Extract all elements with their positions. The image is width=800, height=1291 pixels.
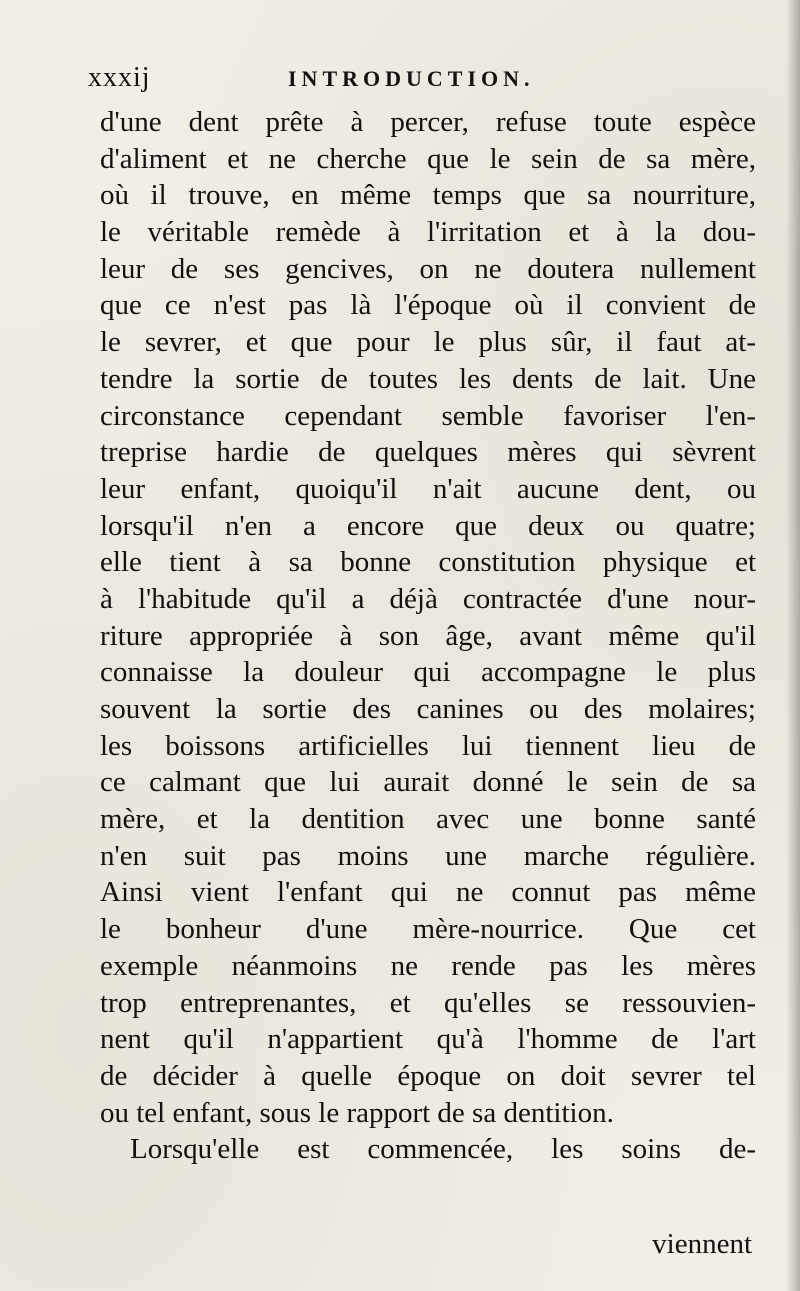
text-line: le sevrer, et que pour le plus sûr, il faut at- <box>100 326 756 359</box>
page-number: xxxij <box>88 62 151 93</box>
text-line: le bonheur d'une mère-nourrice. Que cet <box>100 913 756 946</box>
text-line: souvent la sortie des canines ou des molaires; <box>100 693 756 725</box>
text-line: Ainsi vient l'enfant qui ne connut pas même <box>100 876 756 909</box>
text-line: d'aliment et ne cherche que le sein de sa mère, <box>100 142 756 175</box>
paragraph-end-line: ou tel enfant, sous le rapport de sa dentition. <box>100 1096 614 1129</box>
running-head: INTRODUCTION. <box>288 66 535 91</box>
catchword: viennent <box>652 1228 752 1260</box>
text-line: mère, et la dentition avec une bonne santé <box>100 803 756 836</box>
text-line: leur enfant, quoiqu'il n'ait aucune dent, ou <box>100 472 756 505</box>
text-line: nent qu'il n'appartient qu'à l'homme de l'art <box>100 1023 756 1056</box>
text-line: circonstance cependant semble favoriser l'en- <box>100 399 756 432</box>
text-line: trop entreprenantes, et qu'elles se ressouvien- <box>100 986 756 1019</box>
text-line: treprise hardie de quelques mères qui sèvrent <box>100 436 756 469</box>
text-line: connaisse la douleur qui accompagne le plus <box>100 656 756 689</box>
text-line: à l'habitude qu'il a déjà contractée d'une nour- <box>100 582 756 615</box>
text-line: de décider à quelle époque on doit sevrer tel <box>100 1059 756 1092</box>
text-line: riture appropriée à son âge, avant même qu'il <box>100 619 756 652</box>
text-line: le véritable remède à l'irritation et à la dou- <box>100 216 756 249</box>
text-line: d'une dent prête à percer, refuse toute espèce <box>100 106 756 138</box>
text-line: tendre la sortie de toutes les dents de lait. Une <box>100 362 756 395</box>
page-edge-shadow <box>786 0 800 1291</box>
paragraph-start-line: Lorsqu'elle est commencée, les soins de- <box>130 1133 756 1166</box>
text-line: lorsqu'il n'en a encore que deux ou quatre; <box>100 509 756 542</box>
text-line: que ce n'est pas là l'époque où il convient de <box>100 289 756 322</box>
body-text <box>100 104 756 1168</box>
text-line: leur de ses gencives, on ne doutera nullement <box>100 252 756 285</box>
text-line: n'en suit pas moins une marche régulière. <box>100 839 756 872</box>
text-line: elle tient à sa bonne constitution physique et <box>100 546 756 579</box>
text-line: où il trouve, en même temps que sa nourriture, <box>100 179 756 212</box>
text-line: les boissons artificielles lui tiennent lieu de <box>100 729 756 762</box>
text-line: exemple néanmoins ne rende pas les mères <box>100 949 756 982</box>
page-header <box>88 62 748 102</box>
text-line: ce calmant que lui aurait donné le sein de sa <box>100 766 756 799</box>
